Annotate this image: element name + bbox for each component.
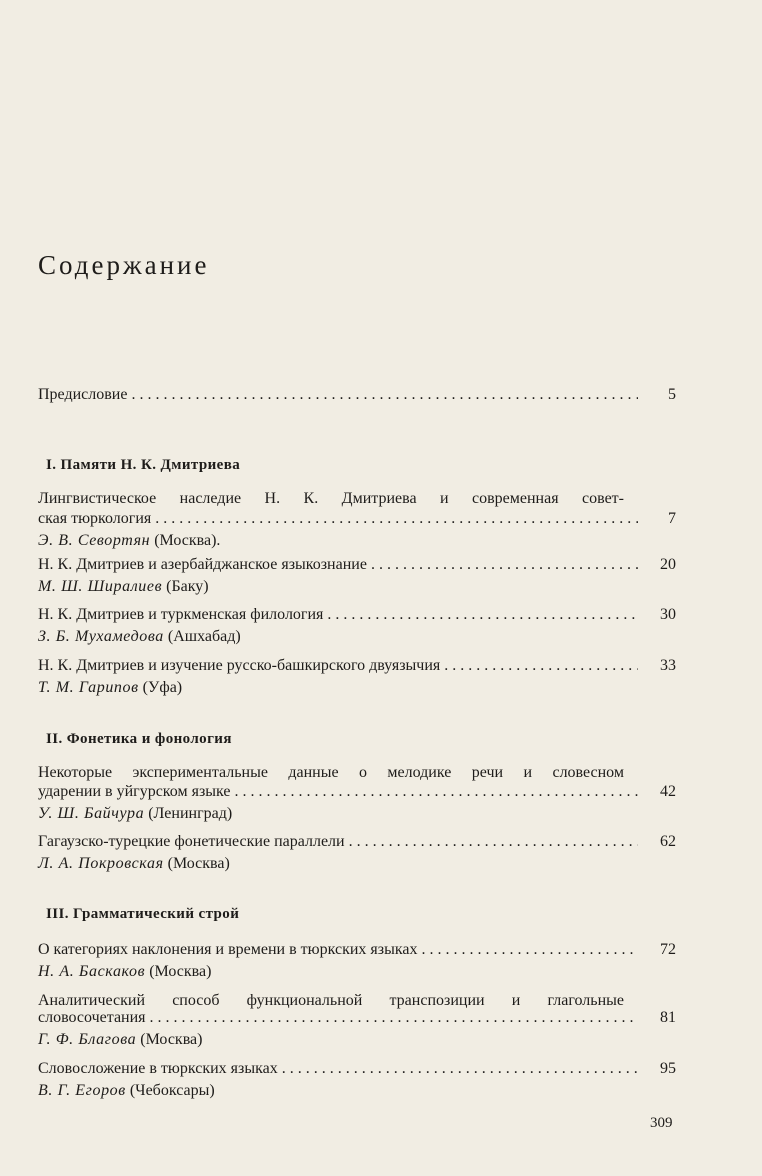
- folio-page-number: 309: [650, 1115, 673, 1131]
- entry-title: Гагаузско-турецкие фонетические параллели: [38, 833, 345, 850]
- toc-entry: [38, 655, 676, 677]
- author-place: (Москва): [140, 1031, 203, 1048]
- author-place: (Чебоксары): [129, 1082, 215, 1099]
- section-heading: III. Грамматический строй: [46, 906, 240, 922]
- entry-author: [38, 626, 241, 648]
- toc-entry: [38, 508, 676, 530]
- author-place: (Баку): [166, 578, 209, 595]
- author-place: (Ленинград): [148, 805, 233, 822]
- dot-leader: [151, 508, 638, 530]
- entry-author: [38, 677, 182, 699]
- author-place: (Ашхабад): [167, 628, 241, 645]
- dot-leader: [278, 1058, 638, 1080]
- author-name: У. Ш. Байчура: [38, 805, 145, 822]
- dot-leader: [440, 655, 638, 677]
- toc-entry: [38, 1007, 676, 1029]
- page-title: Содержание: [38, 250, 210, 280]
- page-number: 30: [660, 606, 676, 623]
- dot-leader: [367, 554, 638, 576]
- entry-title: Предисловие: [38, 386, 128, 403]
- entry-title: Н. К. Дмитриев и изучение русско-башкирского двуязычия: [38, 657, 441, 674]
- entry-title: О категориях наклонения и времени в тюркских языках: [38, 941, 418, 958]
- dot-leader: [417, 939, 638, 961]
- entry-title-line: Аналитический способ функциональной транспозиции и глагольные: [38, 992, 624, 1009]
- author-name: Л. А. Покровская: [38, 855, 164, 872]
- page-number: 72: [660, 941, 676, 958]
- toc-entry: [38, 1058, 676, 1080]
- entry-title: ударении в уйгурском языке: [38, 783, 231, 800]
- entry-title: Н. К. Дмитриев и азербайджанское языкознание: [38, 556, 367, 573]
- author-name: З. Б. Мухамедова: [38, 628, 164, 645]
- entry-author: [38, 530, 220, 552]
- author-place: (Уфа): [142, 679, 183, 696]
- author-place: (Москва).: [154, 532, 221, 549]
- page-number: 81: [660, 1009, 676, 1026]
- author-name: Н. А. Баскаков: [38, 963, 146, 980]
- entry-author: [38, 1080, 215, 1102]
- page-number: 62: [660, 833, 676, 850]
- dot-leader: [146, 1007, 638, 1029]
- page-number: 42: [660, 783, 676, 800]
- author-place: (Москва): [167, 855, 230, 872]
- author-place: (Москва): [149, 963, 212, 980]
- entry-title: Н. К. Дмитриев и туркменская филология: [38, 606, 324, 623]
- toc-entry: [38, 831, 676, 853]
- page-number: 20: [660, 556, 676, 573]
- page-number: 33: [660, 657, 676, 674]
- author-name: М. Ш. Ширалиев: [38, 578, 163, 595]
- entry-title: словосочетания: [38, 1009, 146, 1026]
- dot-leader: [127, 384, 638, 406]
- entry-author: [38, 803, 232, 825]
- entry-title-line: Лингвистическое наследие Н. К. Дмитриева и современная совет-: [38, 490, 624, 507]
- entry-author: [38, 853, 230, 875]
- toc-entry: [38, 604, 676, 626]
- section-heading: I. Памяти Н. К. Дмитриева: [46, 457, 241, 473]
- toc-entry-preface: [38, 384, 676, 406]
- toc-entry: [38, 939, 676, 961]
- entry-author: [38, 576, 209, 598]
- dot-leader: [345, 831, 638, 853]
- author-name: Т. М. Гарипов: [38, 679, 139, 696]
- entry-title: ская тюркология: [38, 510, 152, 527]
- toc-entry: [38, 781, 676, 803]
- author-name: В. Г. Егоров: [38, 1082, 126, 1099]
- entry-title-line: Некоторые экспериментальные данные о мелодике речи и словесном: [38, 764, 624, 781]
- page-number: 95: [660, 1060, 676, 1077]
- page-number: 5: [668, 386, 676, 403]
- dot-leader: [231, 781, 639, 803]
- entry-author: [38, 961, 211, 983]
- dot-leader: [323, 604, 638, 626]
- entry-title: Словосложение в тюркских языках: [38, 1060, 278, 1077]
- author-name: Э. В. Севортян: [38, 532, 151, 549]
- page-number: 7: [668, 510, 676, 527]
- section-heading: II. Фонетика и фонология: [46, 731, 232, 747]
- toc-entry: [38, 554, 676, 576]
- entry-author: [38, 1029, 202, 1051]
- author-name: Г. Ф. Благова: [38, 1031, 137, 1048]
